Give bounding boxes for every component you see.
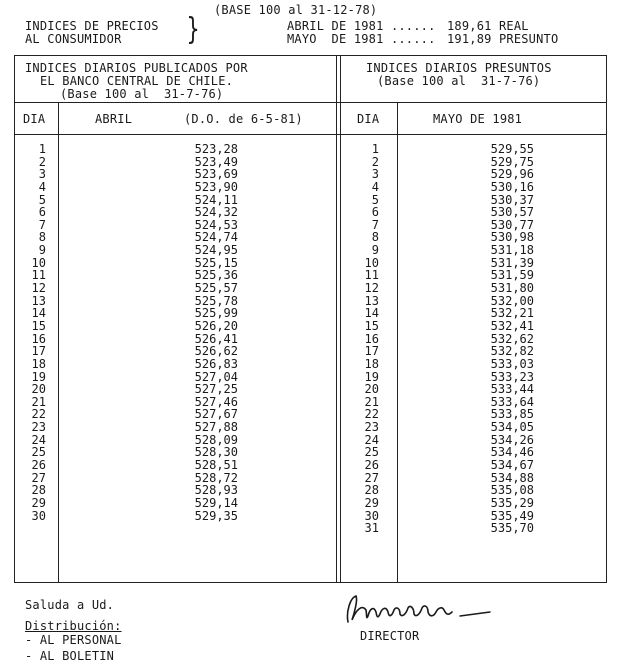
- april-index-value: 525,36: [194, 268, 238, 283]
- april-day: 12: [31, 281, 46, 296]
- may-cpi-value: 191,89 PRESUNTO: [447, 32, 559, 46]
- may-day: 26: [364, 458, 379, 473]
- may-index-value: 534,05: [490, 420, 534, 435]
- may-index-value: 534,26: [490, 432, 534, 447]
- may-day: 5: [371, 192, 379, 207]
- april-index-value: 527,25: [194, 382, 238, 397]
- may-day: 2: [371, 154, 379, 169]
- may-day: 24: [364, 432, 379, 447]
- april-day: 15: [31, 318, 46, 333]
- april-day: 22: [31, 407, 46, 422]
- april-day: 1: [38, 142, 46, 156]
- may-index-value: 535,08: [490, 483, 534, 498]
- may-day: 13: [364, 293, 379, 308]
- may-day: 7: [371, 217, 379, 232]
- april-day: 6: [38, 205, 46, 220]
- april-day: 5: [38, 192, 46, 207]
- header-title-line1: INDICES DE PRECIOS: [25, 19, 159, 33]
- april-day: 8: [38, 230, 46, 245]
- april-index-value: 525,57: [194, 281, 238, 296]
- may-day: 17: [364, 344, 379, 359]
- left-col-source-header: (D.O. de 6-5-81): [184, 112, 303, 126]
- may-index-value: 529,75: [490, 154, 534, 169]
- may-day: 9: [371, 243, 379, 258]
- may-index-value: 533,03: [490, 356, 534, 371]
- may-day: 14: [364, 306, 379, 321]
- greeting: Saluda a Ud.: [25, 598, 115, 612]
- april-index-value: 524,53: [194, 217, 238, 232]
- may-index-value: 531,39: [490, 255, 534, 270]
- may-day: 4: [371, 179, 379, 194]
- april-day: 24: [31, 432, 46, 447]
- right-value-column: [476, 143, 534, 535]
- april-day: 17: [31, 344, 46, 359]
- april-index-value: 527,46: [194, 394, 238, 409]
- may-day: 19: [364, 369, 379, 384]
- may-index-value: 529,55: [490, 142, 534, 156]
- april-cpi-value: 189,61 REAL: [447, 19, 529, 33]
- may-day: 6: [371, 205, 379, 220]
- may-day: 15: [364, 318, 379, 333]
- column-header-separator: [14, 134, 607, 135]
- may-index-value: 530,77: [490, 217, 534, 232]
- april-day: 2: [38, 154, 46, 169]
- may-cpi-label: MAYO DE 1981 ......: [287, 32, 436, 46]
- april-index-value: 526,83: [194, 356, 238, 371]
- may-index-value: 530,98: [490, 230, 534, 245]
- header-title-line2: AL CONSUMIDOR: [25, 32, 122, 46]
- april-day: 26: [31, 458, 46, 473]
- left-section-title-line1: INDICES DIARIOS PUBLICADOS POR: [25, 61, 248, 75]
- april-index-value: 527,67: [194, 407, 238, 422]
- april-day: 3: [38, 167, 46, 182]
- left-col-month-header: ABRIL: [95, 112, 133, 126]
- may-index-value: 532,00: [490, 293, 534, 308]
- april-day: 16: [31, 331, 46, 346]
- may-day: 28: [364, 483, 379, 498]
- april-index-value: 528,51: [194, 458, 238, 473]
- april-index-value: 528,30: [194, 445, 238, 460]
- may-index-value: 530,37: [490, 192, 534, 207]
- may-index-value: 535,70: [490, 521, 534, 536]
- may-day: 10: [364, 255, 379, 270]
- april-index-value: 526,41: [194, 331, 238, 346]
- april-index-value: 523,69: [194, 167, 238, 182]
- may-index-value: 535,49: [490, 508, 534, 523]
- april-day: 28: [31, 483, 46, 498]
- signature-mark: [340, 590, 500, 630]
- may-index-value: 531,59: [490, 268, 534, 283]
- may-index-value: 532,62: [490, 331, 534, 346]
- april-cpi-label: ABRIL DE 1981 ......: [287, 19, 436, 33]
- may-index-value: 533,64: [490, 394, 534, 409]
- april-index-value: 524,11: [194, 192, 238, 207]
- may-day: 29: [364, 495, 379, 510]
- april-index-value: 527,88: [194, 420, 238, 435]
- left-col-dia-header: DIA: [23, 112, 46, 126]
- may-day: 30: [364, 508, 379, 523]
- distribution-item-boletin: - AL BOLETIN: [25, 649, 115, 663]
- april-day: 19: [31, 369, 46, 384]
- may-index-value: 533,23: [490, 369, 534, 384]
- right-col-month-header: MAYO DE 1981: [433, 112, 523, 126]
- right-dia-divider: [397, 102, 398, 583]
- april-index-value: 526,20: [194, 318, 238, 333]
- april-day: 25: [31, 445, 46, 460]
- may-index-value: 534,46: [490, 445, 534, 460]
- april-day: 14: [31, 306, 46, 321]
- may-index-value: 533,85: [490, 407, 534, 422]
- april-index-value: 527,04: [194, 369, 238, 384]
- april-day: 11: [31, 268, 46, 283]
- right-day-column: [357, 143, 379, 535]
- may-index-value: 532,41: [490, 318, 534, 333]
- title-separator: [14, 102, 607, 103]
- right-col-dia-header: DIA: [357, 112, 380, 126]
- may-day: 16: [364, 331, 379, 346]
- april-day: 10: [31, 255, 46, 270]
- distribution-label: Distribución:: [25, 619, 122, 633]
- may-day: 3: [371, 167, 379, 182]
- april-day: 18: [31, 356, 46, 371]
- may-day: 18: [364, 356, 379, 371]
- may-day: 11: [364, 268, 379, 283]
- april-index-value: 523,49: [194, 154, 238, 169]
- april-day: 21: [31, 394, 46, 409]
- april-day: 9: [38, 243, 46, 258]
- right-section-title-line2: (Base 100 al 31-7-76): [377, 74, 541, 88]
- left-value-column: [180, 143, 238, 522]
- april-day: 23: [31, 420, 46, 435]
- april-index-value: 526,62: [194, 344, 238, 359]
- may-index-value: 534,88: [490, 470, 534, 485]
- may-day: 12: [364, 281, 379, 296]
- may-index-value: 531,80: [490, 281, 534, 296]
- signer-title: DIRECTOR: [360, 629, 420, 643]
- may-day: 22: [364, 407, 379, 422]
- may-day: 25: [364, 445, 379, 460]
- april-index-value: 525,15: [194, 255, 238, 270]
- may-index-value: 532,82: [490, 344, 534, 359]
- april-index-value: 524,32: [194, 205, 238, 220]
- april-index-value: 529,14: [194, 495, 238, 510]
- april-day: 27: [31, 470, 46, 485]
- may-day: 20: [364, 382, 379, 397]
- april-index-value: 528,09: [194, 432, 238, 447]
- april-index-value: 523,90: [194, 179, 238, 194]
- right-section-title-line1: INDICES DIARIOS PRESUNTOS: [366, 61, 552, 75]
- april-index-value: 525,99: [194, 306, 238, 321]
- april-day: 7: [38, 217, 46, 232]
- header-brace: }: [186, 12, 200, 47]
- april-day: 13: [31, 293, 46, 308]
- may-index-value: 535,29: [490, 495, 534, 510]
- may-index-value: 531,18: [490, 243, 534, 258]
- april-index-value: 528,93: [194, 483, 238, 498]
- april-index-value: 529,35: [194, 508, 238, 523]
- may-day: 27: [364, 470, 379, 485]
- may-index-value: 532,21: [490, 306, 534, 321]
- may-index-value: 530,16: [490, 179, 534, 194]
- may-index-value: 530,57: [490, 205, 534, 220]
- may-day: 23: [364, 420, 379, 435]
- left-section-title-line3: (Base 100 al 31-7-76): [60, 87, 224, 101]
- april-day: 4: [38, 179, 46, 194]
- april-index-value: 524,74: [194, 230, 238, 245]
- april-index-value: 523,28: [194, 142, 238, 156]
- april-day: 30: [31, 508, 46, 523]
- april-index-value: 525,78: [194, 293, 238, 308]
- may-day: 8: [371, 230, 379, 245]
- base-note: (BASE 100 al 31-12-78): [214, 3, 378, 17]
- may-index-value: 533,44: [490, 382, 534, 397]
- may-index-value: 534,67: [490, 458, 534, 473]
- april-index-value: 524,95: [194, 243, 238, 258]
- april-index-value: 528,72: [194, 470, 238, 485]
- left-dia-divider: [58, 102, 59, 583]
- may-day: 21: [364, 394, 379, 409]
- may-day: 31: [364, 521, 379, 536]
- may-index-value: 529,96: [490, 167, 534, 182]
- april-day: 29: [31, 495, 46, 510]
- left-section-title-line2: EL BANCO CENTRAL DE CHILE.: [40, 74, 234, 88]
- april-day: 20: [31, 382, 46, 397]
- may-day: 1: [371, 142, 379, 156]
- left-day-column: [24, 143, 46, 522]
- distribution-item-personal: - AL PERSONAL: [25, 633, 122, 647]
